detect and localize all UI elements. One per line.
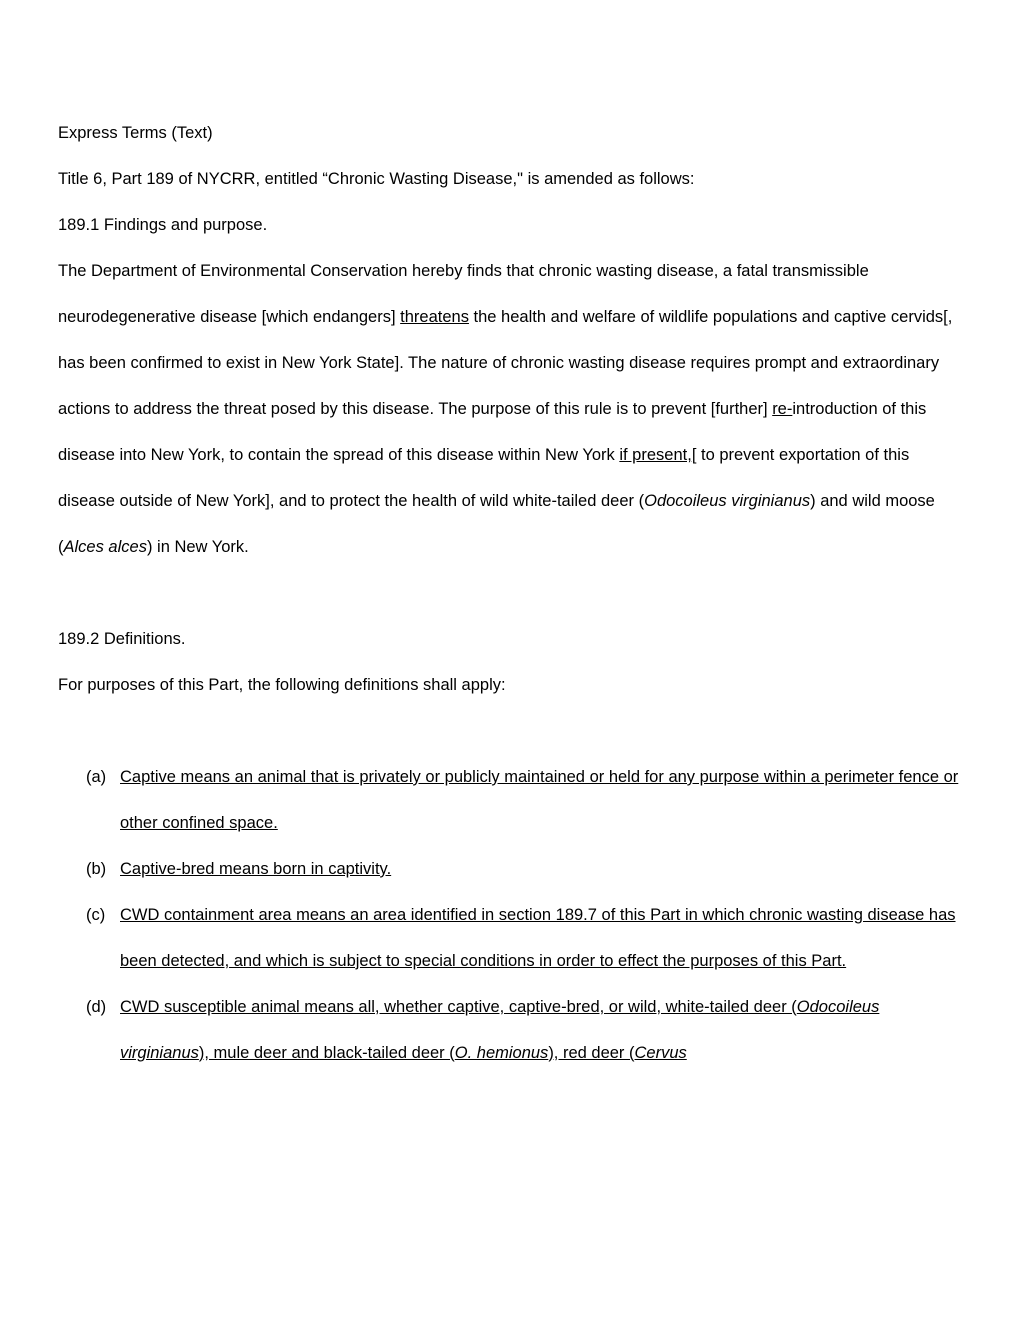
species-name-cervus: Cervus xyxy=(634,1044,687,1062)
species-name-o-hemionus: O. hemionus xyxy=(454,1044,549,1062)
definition-captive: Captive means an animal that is privately or publicly maintained or held for any purpose within a perimeter fence or other confined space. xyxy=(120,768,959,832)
definition-d-part-3: ), red deer ( xyxy=(548,1044,635,1062)
definition-cwd-susceptible-animal xyxy=(120,984,960,1076)
list-item-marker-a: (a) xyxy=(86,768,107,786)
list-item-marker-b: (b) xyxy=(86,860,107,878)
inserted-text-threatens: threatens xyxy=(400,308,469,326)
findings-text-part-4: [ to prevent exportation of this disease outside of New York], and to protect the health of wild white-tailed deer ( xyxy=(58,446,910,510)
paragraph-spacer xyxy=(58,570,960,616)
findings-text-part-1: The Department of Environmental Conservation hereby finds that chronic wasting disease, a fatal transmissible neurodegenerative disease [which endangers] xyxy=(58,262,869,326)
findings-text-part-3: introduction of this disease into New York, to contain the spread of this disease within New York xyxy=(58,400,927,464)
species-name-odocoileus-virginianus: Odocoileus virginianus xyxy=(644,492,811,510)
species-name-odocoileus-virginianus-d: Odocoileus virginianus xyxy=(120,998,880,1062)
findings-text-part-6: ) in New York. xyxy=(146,538,249,556)
section-189-2-title: 189.2 Definitions. xyxy=(58,630,186,648)
definition-d-part-2: ), mule deer and black-tailed deer ( xyxy=(198,1044,455,1062)
document-heading: Express Terms (Text) xyxy=(58,124,213,142)
section-189-1-title: 189.1 Findings and purpose. xyxy=(58,216,268,234)
definition-d-part-1: CWD susceptible animal means all, whether captive, captive-bred, or wild, white-tailed deer ( xyxy=(120,998,797,1016)
definition-captive-bred: Captive-bred means born in captivity. xyxy=(120,860,392,878)
definitions-list xyxy=(58,754,960,1076)
list-item xyxy=(58,846,960,892)
list-item xyxy=(58,892,960,984)
document-body xyxy=(58,110,960,1076)
species-name-alces-alces: Alces alces xyxy=(63,538,147,556)
inserted-text-re: re- xyxy=(772,400,793,418)
definitions-spacer xyxy=(58,708,960,754)
list-item-marker-d: (d) xyxy=(86,998,107,1016)
list-item xyxy=(58,754,960,846)
list-item xyxy=(58,984,960,1076)
amendment-statement: Title 6, Part 189 of NYCRR, entitled “Chronic Wasting Disease," is amended as follows: xyxy=(58,170,695,188)
list-item-marker-c: (c) xyxy=(86,906,106,924)
section-189-1-body xyxy=(58,248,960,570)
definition-cwd-containment-area: CWD containment area means an area identified in section 189.7 of this Part in which chronic wasting disease has been detected, and which is subject to special conditions in order to effect the purposes of this Part. xyxy=(120,906,956,970)
section-189-2-lead: For purposes of this Part, the following definitions shall apply: xyxy=(58,676,506,694)
inserted-text-if-present: if present, xyxy=(619,446,692,464)
findings-text-part-5: ) and wild moose ( xyxy=(58,492,935,556)
findings-text-part-2: the health and welfare of wildlife populations and captive cervids[, has been confirmed to exist in New York State]. The nature of chronic wasting disease requires prompt and extraordinary actions to address the threat posed by this disease. The purpose of this rule is to prevent [further] xyxy=(58,308,953,418)
